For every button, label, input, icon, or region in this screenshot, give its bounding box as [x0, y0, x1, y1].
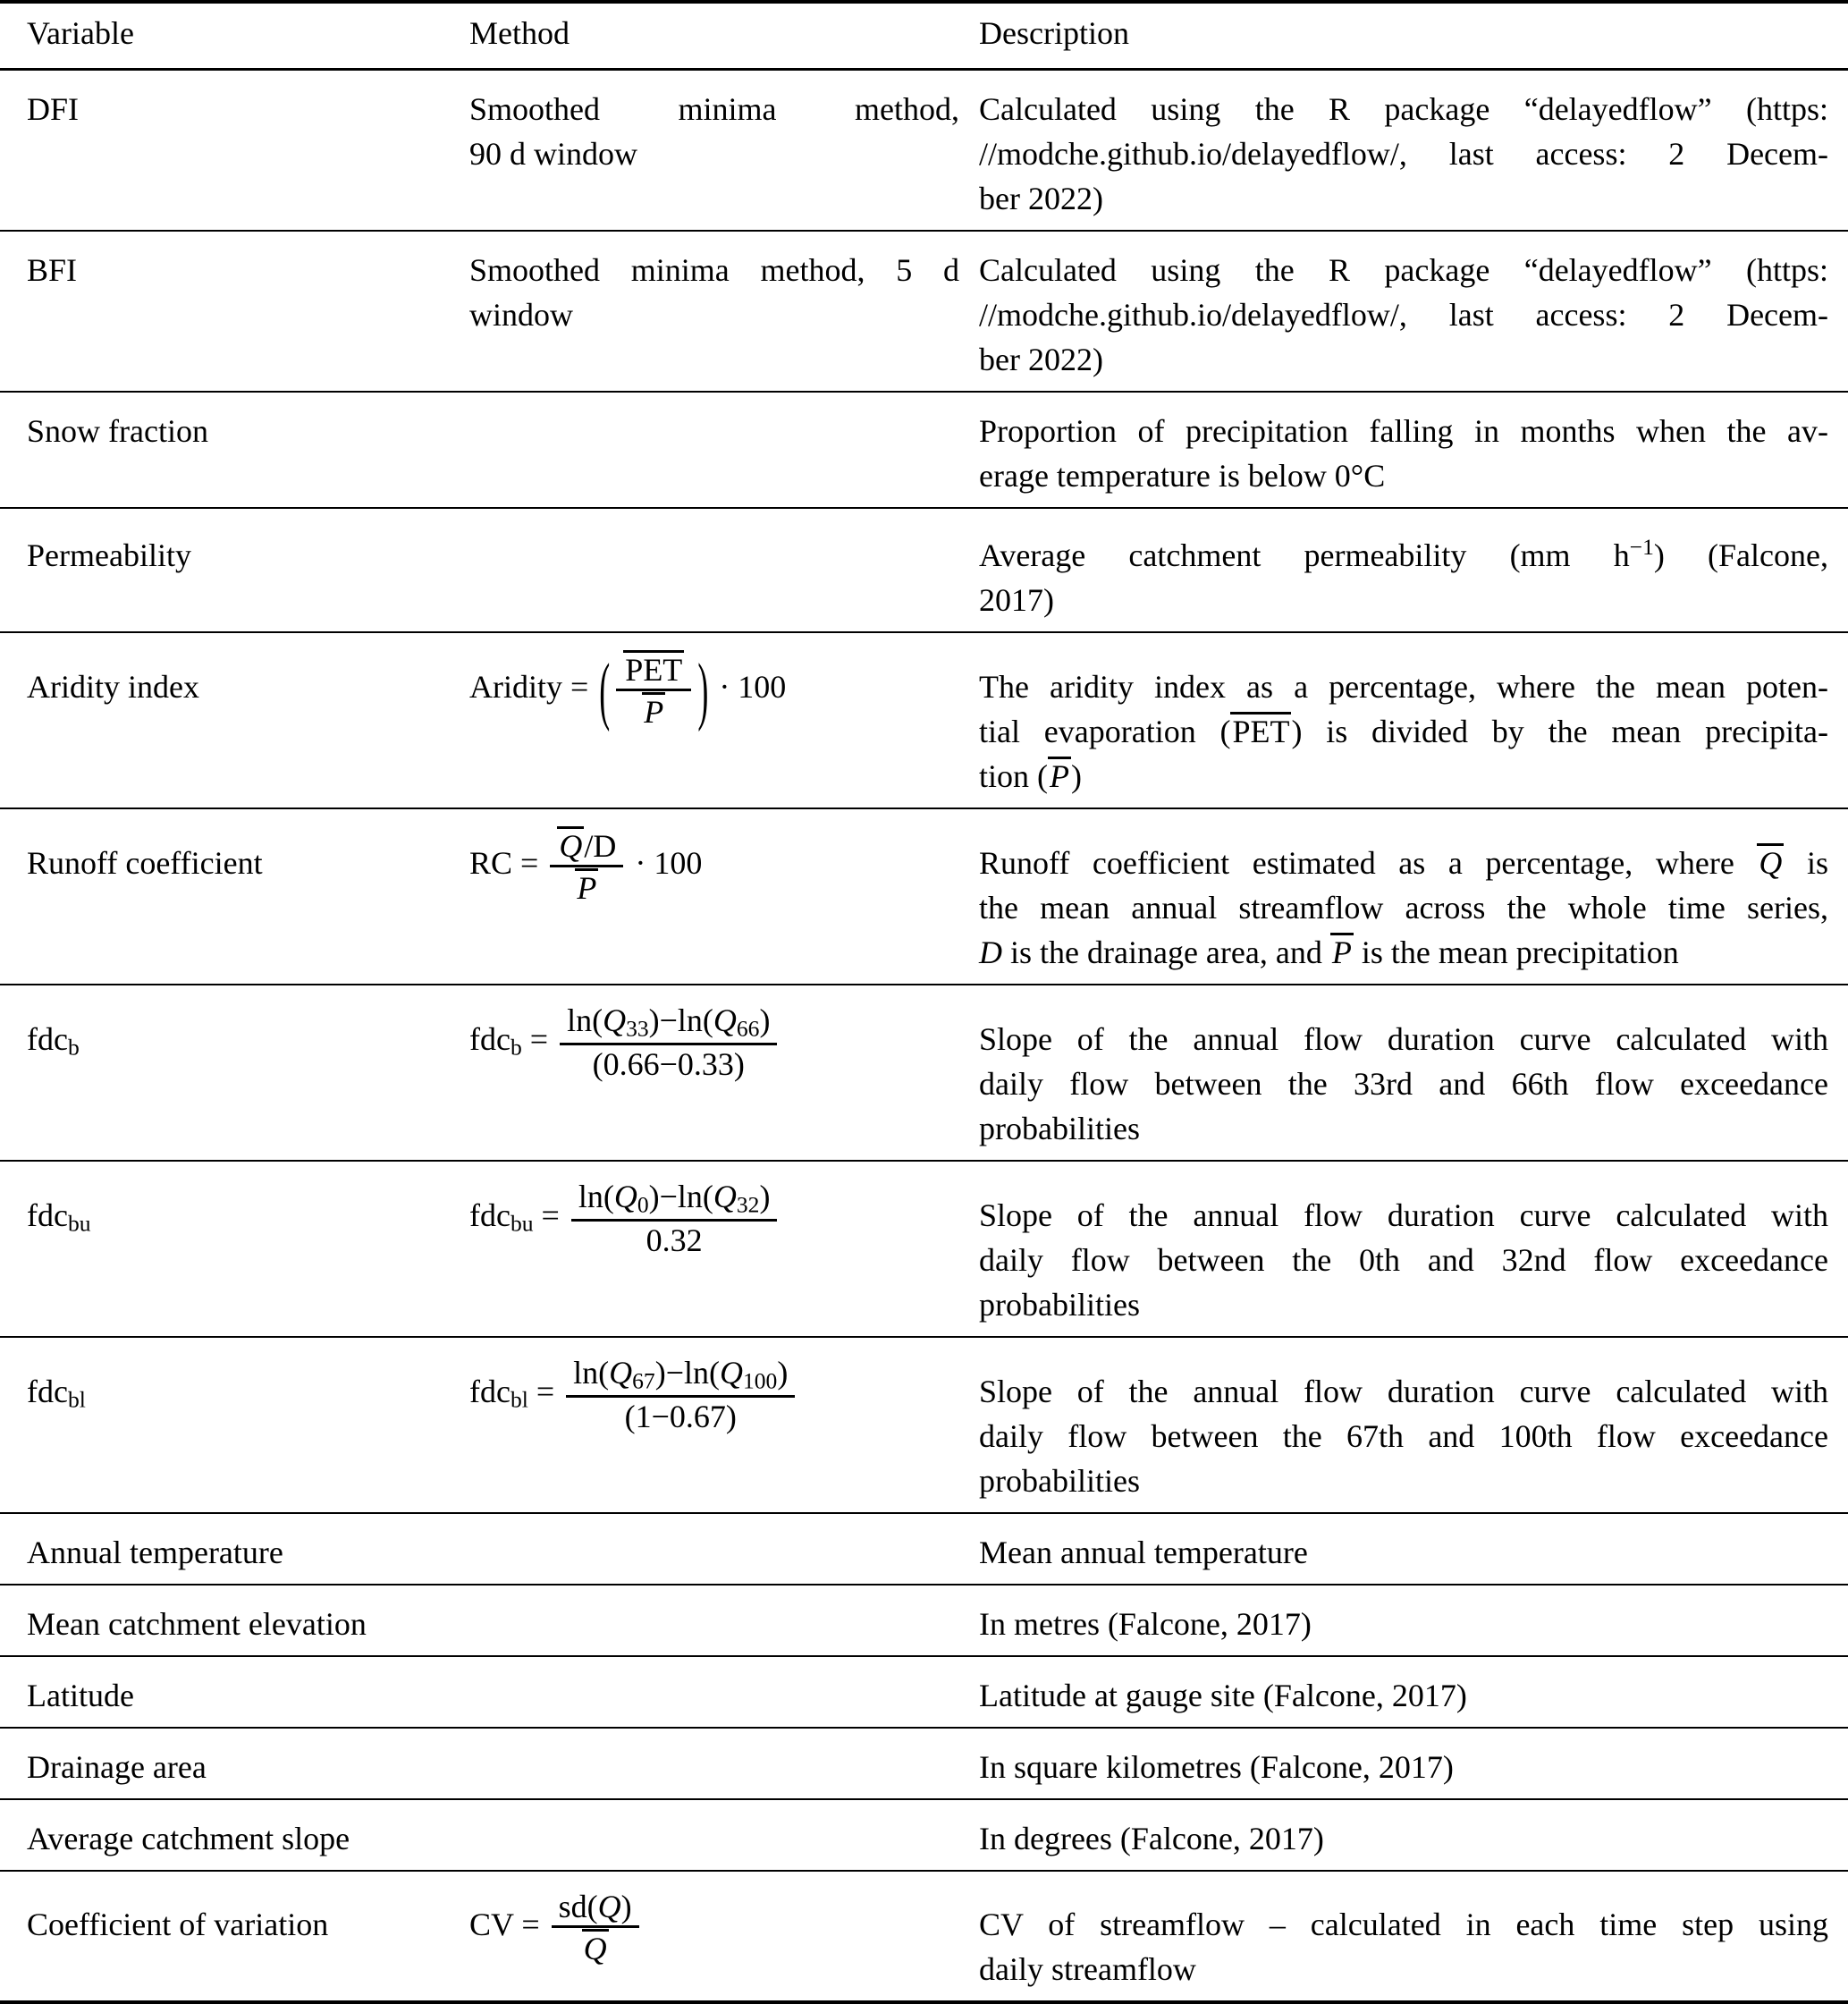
text-token: 67: [632, 1367, 655, 1394]
method-cell: [469, 1799, 979, 1871]
method-cell: [469, 1337, 979, 1513]
text-token: Q: [583, 1931, 607, 1967]
text-token: tion (: [979, 757, 1048, 794]
description-cell: [979, 508, 1848, 632]
table-row: [0, 392, 1848, 508]
text-token: Q: [603, 1002, 627, 1038]
variable-cell: [0, 808, 469, 985]
text-token: 33: [626, 1015, 649, 1042]
text-token: Q: [713, 1002, 737, 1038]
text-token: In degrees (Falcone, 2017): [979, 1821, 1324, 1857]
table-row: [0, 1871, 1848, 2002]
denominator: [571, 1219, 778, 1259]
text-token: Q: [1759, 844, 1783, 881]
table-row: [0, 632, 1848, 808]
column-header-variable: Variable: [27, 15, 134, 51]
fraction: [566, 1354, 795, 1436]
text-token: Q: [597, 1889, 621, 1925]
text-token: P: [577, 870, 597, 907]
text-token: · 100: [711, 668, 787, 705]
variable-cell: [0, 1656, 469, 1728]
variable-cell: [0, 1337, 469, 1513]
text-token: · 100: [627, 844, 703, 881]
table-row: [0, 1585, 1848, 1656]
text-line: [979, 1106, 1828, 1151]
method-cell: [469, 70, 979, 232]
text-token: bu: [67, 1210, 91, 1237]
text-token: =: [521, 1020, 557, 1057]
text-line: [979, 453, 1828, 498]
text-token: 32: [736, 1191, 760, 1218]
text-token: fdc: [469, 1374, 511, 1410]
text-line: [979, 885, 1828, 930]
text-token: fdc: [27, 1197, 68, 1234]
column-header-method: Method: [469, 15, 570, 51]
text-line: [979, 1947, 1828, 1991]
text-token: daily flow between the 33rd and 66th flow exceedance: [979, 1065, 1828, 1102]
text-token: is the mean precipitation: [1353, 934, 1679, 970]
text-token: In square kilometres (Falcone, 2017): [979, 1749, 1454, 1786]
column-header-description: Description: [979, 15, 1129, 51]
header-row: [0, 2, 1848, 70]
description-cell: [979, 632, 1848, 808]
variable-cell: [0, 1728, 469, 1799]
text-token: Runoff coefficient: [27, 844, 263, 881]
method-cell: [469, 1728, 979, 1799]
text-token: tial evaporation (: [979, 713, 1231, 749]
method-cell: [469, 1513, 979, 1585]
text-token: b: [67, 1034, 80, 1061]
description-cell: [979, 1656, 1848, 1728]
table-row: [0, 1513, 1848, 1585]
text-token: 66: [736, 1015, 760, 1042]
text-token: bl: [510, 1386, 528, 1413]
method-cell: [469, 392, 979, 508]
text-token: The aridity index as a percentage, where the mean poten-: [979, 668, 1828, 705]
method-cell: [469, 808, 979, 985]
text-token: ln(: [578, 1178, 614, 1214]
text-token: sd(: [558, 1889, 598, 1925]
text-token: daily flow between the 0th and 32nd flow exceedance: [979, 1242, 1828, 1279]
method-cell: [469, 1161, 979, 1337]
denominator: [560, 1043, 777, 1083]
numerator: [571, 1178, 778, 1219]
text-token: ln(: [567, 1002, 603, 1038]
numerator: [566, 1354, 795, 1395]
text-token: DFI: [27, 91, 80, 127]
text-token: daily streamflow: [979, 1951, 1196, 1988]
text-token: fdc: [27, 1374, 68, 1410]
text-token: (0.66−0.33): [592, 1046, 745, 1083]
table-row: [0, 985, 1848, 1161]
method-cell: [469, 632, 979, 808]
text-token: Average catchment permeability (mm h: [979, 537, 1630, 573]
text-line: [979, 930, 1828, 975]
text-token: ) is divided by the mean precipita-: [1291, 713, 1828, 749]
text-line: [979, 409, 1828, 453]
numerator: [550, 825, 623, 865]
method-formula: [469, 1355, 798, 1435]
text-line: [979, 87, 1828, 131]
text-token: PET: [625, 651, 683, 688]
description-cell: [979, 392, 1848, 508]
description-cell: [979, 985, 1848, 1161]
text-line: [469, 87, 959, 131]
fraction: [571, 1178, 778, 1260]
description-cell: [979, 1728, 1848, 1799]
text-line: [469, 131, 959, 176]
text-token: Aridity =: [469, 668, 597, 705]
text-line: [469, 248, 959, 292]
text-token: the mean annual streamflow across the whole time series,: [979, 889, 1828, 926]
text-token: ber 2022): [979, 181, 1103, 216]
text-token: window: [469, 297, 573, 333]
method-cell: [469, 985, 979, 1161]
text-token: CV =: [469, 1907, 548, 1943]
text-token: Runoff coefficient estimated as a percentage, where: [979, 844, 1758, 881]
text-token: Q: [609, 1355, 633, 1391]
text-token: is: [1784, 844, 1828, 881]
description-cell: [979, 1513, 1848, 1585]
variable-cell: [0, 70, 469, 232]
text-token: //modche.github.io/delayedflow/, last access: 2 Decem-: [979, 297, 1828, 333]
method-cell: [469, 1656, 979, 1728]
text-token: bu: [510, 1210, 534, 1237]
method-cell: [469, 1871, 979, 2002]
variable-cell: [0, 1513, 469, 1585]
text-token: Latitude: [27, 1678, 134, 1714]
table-row: [0, 1799, 1848, 1871]
text-token: ): [759, 1178, 771, 1214]
table-row: [0, 70, 1848, 232]
text-line: [979, 292, 1828, 337]
numerator: [616, 649, 691, 689]
text-token: Q: [719, 1355, 743, 1391]
text-token: Latitude at gauge site (Falcone, 2017): [979, 1678, 1467, 1714]
text-line: [979, 709, 1828, 754]
text-token: /D: [584, 827, 617, 864]
text-token: Q: [613, 1178, 637, 1214]
text-line: [979, 1238, 1828, 1282]
text-line: [979, 1369, 1828, 1414]
text-token: fdc: [469, 1020, 511, 1057]
fraction: [552, 1888, 639, 1968]
text-line: [979, 1459, 1828, 1503]
text-token: fdc: [27, 1020, 68, 1057]
method-formula: [469, 827, 703, 907]
variable-cell: [0, 1799, 469, 1871]
table-row: [0, 508, 1848, 632]
text-token: )−ln(: [648, 1178, 713, 1214]
text-token: )−ln(: [654, 1355, 720, 1391]
text-line: [979, 754, 1828, 799]
text-token: Q: [713, 1178, 737, 1214]
text-token: Permeability: [27, 537, 191, 573]
description-cell: [979, 1337, 1848, 1513]
fraction: [550, 825, 623, 908]
text-token: Proportion of precipitation falling in months when the av-: [979, 413, 1828, 449]
text-token: PET: [1232, 713, 1290, 749]
text-token: daily flow between the 67th and 100th flow exceedance: [979, 1418, 1828, 1455]
table-row: [0, 808, 1848, 985]
text-token: In metres (Falcone, 2017): [979, 1606, 1312, 1643]
description-cell: [979, 70, 1848, 232]
description-cell: [979, 231, 1848, 392]
text-token: 100: [742, 1367, 778, 1394]
variable-cell: [0, 985, 469, 1161]
text-token: P: [1050, 757, 1069, 794]
text-token: ) (Falcone,: [1653, 537, 1828, 573]
text-line: [979, 1282, 1828, 1327]
text-token: ): [1071, 757, 1082, 794]
text-line: [979, 664, 1828, 709]
text-token: Slope of the annual flow duration curve calculated with: [979, 1374, 1828, 1410]
text-token: Smoothed minima method, 5 d: [469, 252, 959, 288]
text-token: −1: [1629, 534, 1654, 560]
text-token: ln(: [573, 1355, 610, 1391]
method-cell: [469, 1585, 979, 1656]
table-row: [0, 1656, 1848, 1728]
text-token: )−ln(: [648, 1002, 713, 1038]
text-token: Drainage area: [27, 1749, 207, 1786]
description-cell: [979, 1799, 1848, 1871]
right-paren: ): [697, 647, 709, 732]
text-token: b: [510, 1034, 522, 1061]
text-token: 0: [637, 1191, 649, 1218]
text-token: Slope of the annual flow duration curve calculated with: [979, 1020, 1828, 1057]
text-token: 0.32: [646, 1222, 703, 1259]
text-token: P: [1331, 934, 1352, 970]
text-token: Annual temperature: [27, 1535, 283, 1571]
text-token: RC =: [469, 844, 547, 881]
text-token: is the drainage area, and: [1002, 934, 1330, 970]
text-line: [979, 578, 1828, 622]
table-row: [0, 1161, 1848, 1337]
fraction: [560, 1002, 777, 1084]
text-token: D: [979, 934, 1002, 970]
text-token: probabilities: [979, 1110, 1140, 1146]
variable-cell: [0, 392, 469, 508]
text-line: [979, 1414, 1828, 1459]
text-token: ): [620, 1889, 632, 1925]
text-token: Mean catchment elevation: [27, 1606, 367, 1643]
text-line: [979, 1530, 1828, 1575]
text-line: [979, 1816, 1828, 1861]
text-line: [979, 176, 1828, 221]
denominator: [616, 689, 691, 731]
text-token: Smoothed minima method,: [469, 91, 959, 127]
text-token: Average catchment slope: [27, 1821, 350, 1857]
text-token: CV of streamflow – calculated in each time step using: [979, 1907, 1828, 1943]
text-token: probabilities: [979, 1463, 1140, 1500]
numerator: [552, 1888, 639, 1925]
text-token: ): [759, 1002, 771, 1038]
text-line: [979, 248, 1828, 292]
text-token: 90 d window: [469, 136, 637, 172]
text-token: BFI: [27, 252, 78, 288]
text-token: probabilities: [979, 1287, 1140, 1323]
table-row: [0, 1337, 1848, 1513]
table-row: [0, 231, 1848, 392]
description-cell: [979, 1871, 1848, 2002]
text-line: [469, 292, 959, 337]
text-token: =: [533, 1197, 568, 1234]
method-formula: [469, 1002, 781, 1083]
description-cell: [979, 1161, 1848, 1337]
text-line: [979, 1061, 1828, 1106]
method-cell: [469, 508, 979, 632]
variable-cell: [0, 508, 469, 632]
text-line: [979, 337, 1828, 382]
variable-cell: [0, 1585, 469, 1656]
text-token: //modche.github.io/delayedflow/, last access: 2 Decem-: [979, 136, 1828, 172]
left-paren: (: [599, 647, 611, 732]
text-line: [979, 841, 1828, 885]
denominator: [552, 1925, 639, 1967]
text-token: Aridity index: [27, 668, 199, 705]
text-token: Mean annual temperature: [979, 1535, 1308, 1571]
denominator: [566, 1395, 795, 1435]
variable-cell: [0, 1871, 469, 2002]
table-body: [0, 70, 1848, 2003]
description-cell: [979, 808, 1848, 985]
method-cell: [469, 231, 979, 392]
text-token: Snow fraction: [27, 413, 208, 449]
description-cell: [979, 1585, 1848, 1656]
text-token: Q: [559, 827, 583, 864]
text-line: [979, 1602, 1828, 1646]
variable-cell: [0, 632, 469, 808]
fraction: [616, 649, 691, 731]
text-line: [979, 1017, 1828, 1061]
text-token: =: [527, 1374, 563, 1410]
text-token: Calculated using the R package “delayedflow” (https:: [979, 252, 1828, 288]
text-line: [979, 1745, 1828, 1789]
variable-cell: [0, 1161, 469, 1337]
text-token: ): [777, 1355, 789, 1391]
text-line: [979, 1902, 1828, 1947]
text-token: erage temperature is below 0°C: [979, 458, 1386, 494]
numerator: [560, 1002, 777, 1043]
table-row: [0, 1728, 1848, 1799]
text-token: Coefficient of variation: [27, 1907, 329, 1943]
text-token: ber 2022): [979, 342, 1103, 377]
variable-cell: [0, 231, 469, 392]
text-token: Calculated using the R package “delayedflow” (https:: [979, 91, 1828, 127]
text-token: 2017): [979, 581, 1054, 618]
text-token: bl: [67, 1386, 86, 1413]
method-formula: [469, 1178, 781, 1259]
text-line: [979, 1673, 1828, 1718]
denominator: [550, 865, 623, 907]
text-line: [979, 131, 1828, 176]
text-token: P: [644, 694, 664, 731]
text-line: [979, 1193, 1828, 1238]
text-token: (1−0.67): [624, 1399, 737, 1435]
method-formula: [469, 1889, 643, 1967]
method-formula: [469, 647, 787, 732]
text-line: [979, 525, 1828, 578]
text-token: fdc: [469, 1197, 511, 1234]
text-token: Slope of the annual flow duration curve calculated with: [979, 1197, 1828, 1234]
